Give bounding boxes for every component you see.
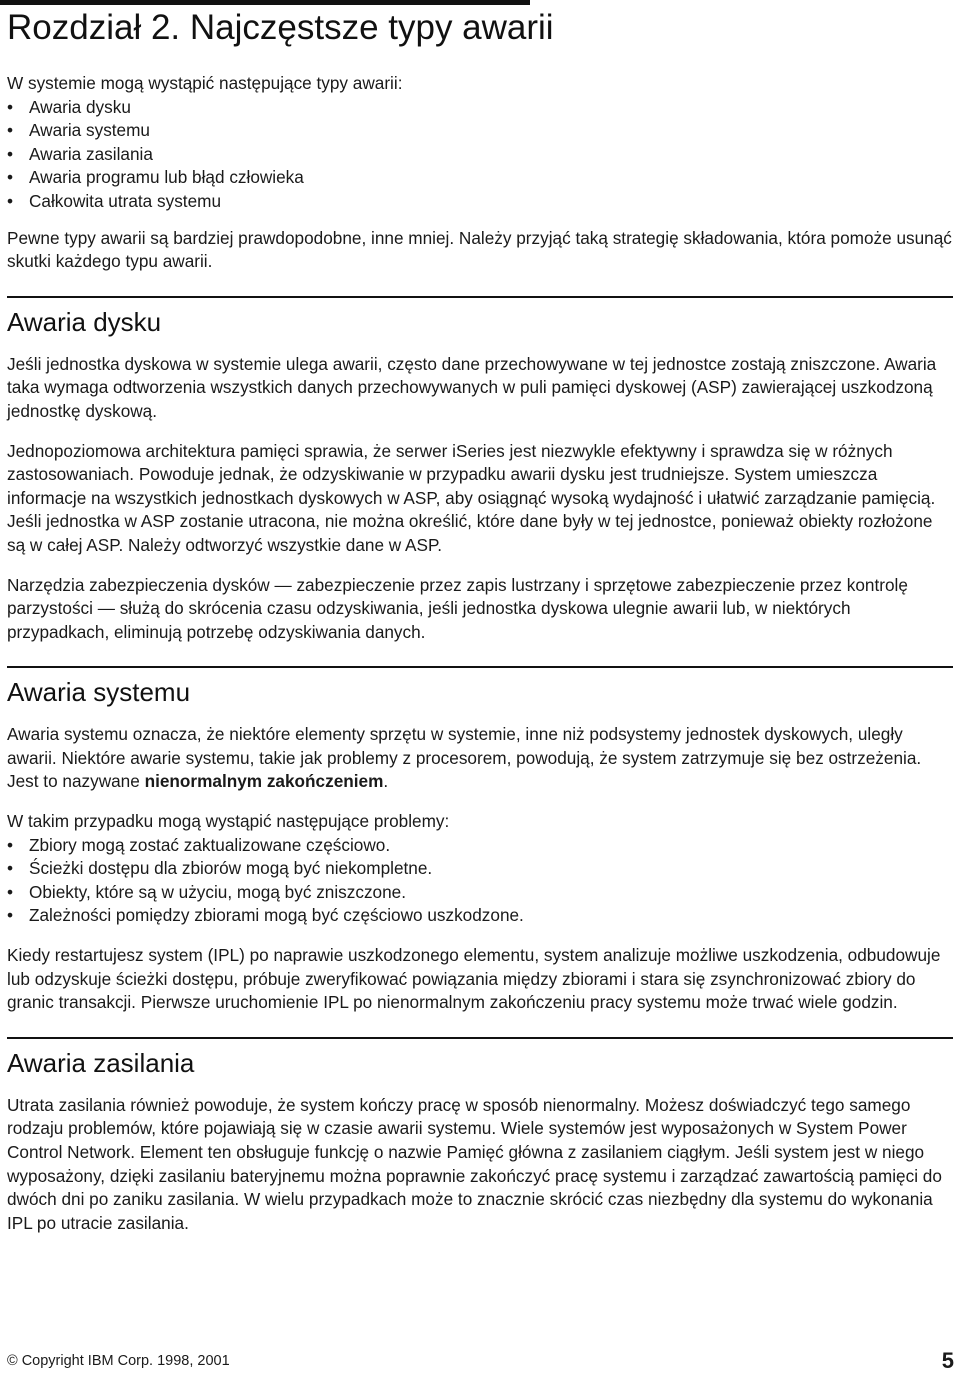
- list-item: • Zależności pomiędzy zbiorami mogą być częściowo uszkodzone.: [7, 904, 953, 928]
- paragraph-text: Awaria systemu oznacza, że niektóre elementy sprzętu w systemie, inne niż podsystemy jednostek dyskowych, uległy awarii. Niektóre awarie systemu, takie jak problemy z procesorem, powodują, że system zatrzymuje się bez ostrzeżenia. Jest to nazywane: [7, 724, 922, 792]
- list-item: • Zbiory mogą zostać zaktualizowane częściowo.: [7, 834, 953, 858]
- list-item: • Awaria systemu: [7, 119, 953, 143]
- defined-term: nienormalnym zakończeniem: [144, 771, 384, 792]
- chapter-title: Rozdział 2. Najczęstsze typy awarii: [7, 8, 554, 47]
- paragraph: Utrata zasilania również powoduje, że system kończy pracę w sposób nienormalny. Możesz doświadczyć tego samego rodzaju problemów, które pojawiają się w czasie awarii systemu. Wiele systemów jest wyposażonych w System Power Control Network. Element ten obsługuje funkcję o nazwie Pamięć główna z zasilaniem ciągłym. Jeśli system jest w niego wyposażony, dzięki zasilaniu bateryjnemu można poprawnie zakończyć pracę systemu i zarządzać zawartością pamięci do dwóch dni po zaniku zasilania. W wielu przypadkach może to znacznie skrócić czas niezbędny dla systemu do wykonania IPL po utracie zasilania.: [7, 1094, 942, 1233]
- section-power-failure: [7, 1037, 953, 1236]
- copyright-notice: © Copyright IBM Corp. 1998, 2001: [7, 1353, 230, 1369]
- page-content: [7, 72, 953, 1235]
- section-heading: Awaria dysku: [7, 306, 162, 337]
- intro-lead: W systemie mogą wystąpić następujące typy awarii:: [7, 73, 403, 93]
- paragraph: [7, 723, 953, 794]
- paragraph: Jeśli jednostka dyskowa w systemie ulega awarii, często dane przechowywane w tej jednostce zostają zniszczone. Awaria taka wymaga odtworzenia wszystkich danych przechowywanych w puli pamięci dyskowej (ASP) zawierającej uszkodzoną jednostkę dyskową.: [7, 353, 937, 421]
- paragraph: Jednopoziomowa architektura pamięci sprawia, że serwer iSeries jest niezwykle efektywny i sprawdza się w różnych zastosowaniach. Powoduje jednak, że odzyskiwanie w przypadku awarii dysku jest trudniejsze. System umieszcza informacje na wszystkich jednostkach dyskowych w ASP, aby osiągnąć wysoką wydajność i ułatwić zarządzanie pamięcią. Jeśli jednostka w ASP zostanie utracona, nie można określić, które dane były w tej jednostce, ponieważ obiekty rozłożone są w całej ASP. Należy odtworzyć wszystkie dane w ASP.: [7, 440, 936, 555]
- section-heading: Awaria zasilania: [7, 1047, 195, 1078]
- section-heading: Awaria systemu: [7, 677, 191, 708]
- chapter-top-rule: [0, 0, 530, 5]
- intro-closing: Pewne typy awarii są bardziej prawdopodobne, inne mniej. Należy przyjąć taką strategię składowania, która pomoże usunąć skutki każdego typu awarii.: [7, 227, 952, 272]
- list-item: • Awaria dysku: [7, 96, 953, 120]
- paragraph-text: .: [383, 771, 389, 792]
- list-item: • Ścieżki dostępu dla zbiorów mogą być niekompletne.: [7, 857, 953, 881]
- failure-types-list: [7, 96, 953, 214]
- list-item: • Całkowita utrata systemu: [7, 190, 953, 214]
- list-item: • Obiekty, które są w użyciu, mogą być zniszczone.: [7, 881, 953, 905]
- page-number: 5: [941, 1348, 954, 1373]
- section-disk-failure: [7, 296, 953, 645]
- paragraph: Narzędzia zabezpieczenia dysków — zabezpieczenie przez zapis lustrzany i sprzętowe zabezpieczenie przez kontrolę parzystości — służą do skrócenia czasu odzyskiwania, jeśli jednostka dyskowa ulegnie awarii lub, w niektórych przypadkach, eliminują potrzebę odzyskiwania danych.: [7, 574, 908, 642]
- paragraph: Kiedy restartujesz system (IPL) po naprawie uszkodzonego elementu, system analizuje możliwe uszkodzenia, odbudowuje lub odzyskuje ścieżki dostępu, próbuje zweryfikować powiązania między zbiorami i stara się zsynchronizować zbiory do granic transakcji. Pierwsze uruchomienie IPL po nienormalnym zakończeniu pracy systemu może trwać wiele godzin.: [7, 945, 941, 1013]
- problems-list: [7, 834, 953, 928]
- list-lead: W takim przypadku mogą wystąpić następujące problemy:: [7, 811, 450, 832]
- list-item: • Awaria programu lub błąd człowieka: [7, 166, 953, 190]
- list-item: • Awaria zasilania: [7, 143, 953, 167]
- section-system-failure: [7, 666, 953, 1015]
